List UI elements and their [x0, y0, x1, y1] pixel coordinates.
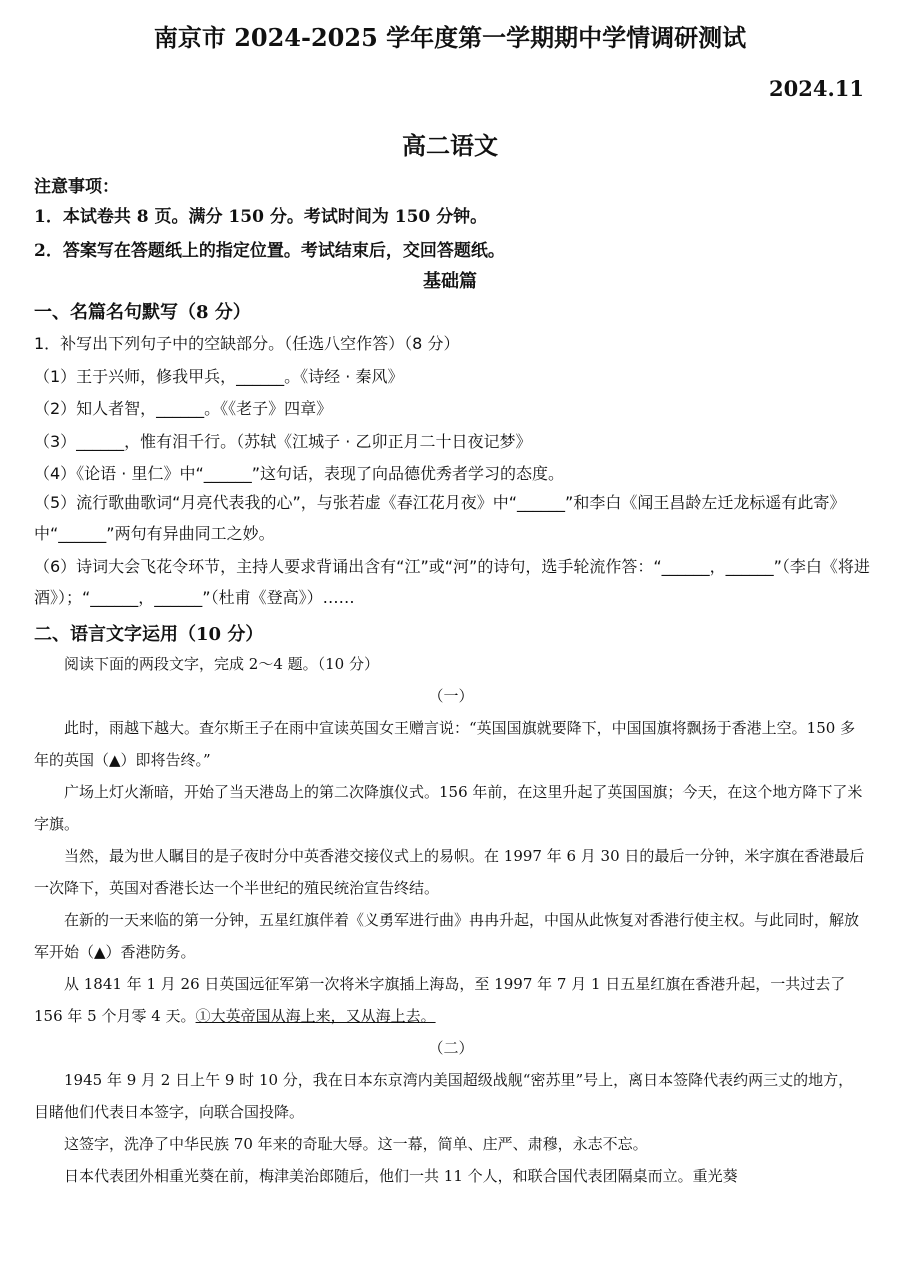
section-basic-heading: 基础篇: [423, 271, 477, 292]
passage-intro: 阅读下面的两段文字，完成 2～4 题。（10 分）: [64, 655, 379, 673]
passage-paragraph: 日本代表团外相重光葵在前，梅津美治郎随后，他们一共 11 个人，和联合国代表团隔桌而立。重光葵: [64, 1167, 738, 1185]
question-1-intro: 1．补写出下列句子中的空缺部分。（任选八空作答）（8 分）: [34, 334, 460, 353]
notice-item-2: 2．答案写在答题纸上的指定位置。考试结束后，交回答题纸。: [34, 241, 505, 261]
section-1-heading: 一、名篇名句默写（8 分）: [34, 302, 251, 323]
section-2-heading: 二、语言文字运用（10 分）: [34, 624, 264, 645]
passage-text: 从 1841 年 1 月 26 日英国远征军第一次将米字旗插上海岛，至 1997 年 7 月 1 日五星红旗在香港升起，一共过去了 156 年 5 个月零 4 天。: [34, 975, 846, 1025]
part-1-label: （一）: [428, 687, 474, 705]
question-1-item: （5）流行歌曲歌词“月亮代表我的心”，与张若虚《春江花月夜》中“______”和李白《闻王昌龄左迁龙标遥有此寄》中“______”两句有异曲同工之妙。: [34, 493, 846, 543]
question-1-item: （1）王于兴师，修我甲兵，______。《诗经 · 秦风》: [34, 367, 404, 386]
passage-paragraph: 广场上灯火渐暗，开始了当天港岛上的第二次降旗仪式。156 年前，在这里升起了英国国旗；今天，在这个地方降下了米字旗。: [34, 783, 863, 833]
notice-item-1: 1．本试卷共 8 页。满分 150 分。考试时间为 150 分钟。: [34, 207, 488, 227]
question-1-item: （4）《论语 · 里仁》中“______”这句话，表现了向品德优秀者学习的态度。: [34, 464, 565, 483]
question-1-item: （3）______，惟有泪千行。（苏轼《江城子 · 乙卯正月二十日夜记梦》: [34, 432, 532, 451]
question-1-item: （2）知人者智，______。《《老子》四章》: [34, 399, 333, 418]
passage-paragraph: 在新的一天来临的第一分钟，五星红旗伴着《义勇军进行曲》冉冉升起，中国从此恢复对香港行使主权。与此同时，解放军开始（▲）香港防务。: [34, 911, 860, 961]
part-2-label: （二）: [428, 1039, 474, 1057]
passage-paragraph: 这签字，洗净了中华民族 70 年来的奇耻大辱。这一幕，简单、庄严、肃穆，永志不忘。: [64, 1135, 648, 1153]
exam-date: 2024.11: [769, 76, 864, 101]
reading-passage: [34, 648, 868, 1192]
notice-heading: 注意事项：: [34, 177, 119, 197]
underlined-sentence-1: ①大英帝国从海上来，又从海上去。: [195, 1007, 436, 1025]
question-1-item: （6）诗词大会飞花令环节，主持人要求背诵出含有“江”或“河”的诗句，选手轮流作答：“______，______”（李白《将进酒》）；“______，______”（杜甫《登高》）……: [34, 557, 870, 607]
passage-paragraph: 1945 年 9 月 2 日上午 9 时 10 分，我在日本东京湾内美国超级战舰“密苏里”号上，离日本签降代表约两三丈的地方，目睹他们代表日本签字，向联合国投降。: [34, 1071, 854, 1121]
exam-title: 南京市 2024-2025 学年度第一学期期中学情调研测试: [153, 23, 747, 52]
passage-paragraph: 当然，最为世人瞩目的是子夜时分中英香港交接仪式上的易帜。在 1997 年 6 月 30 日的最后一分钟，米字旗在香港最后一次降下，英国对香港长达一个半世纪的殖民统治宣告终结。: [34, 847, 865, 897]
subject-title: 高二语文: [402, 131, 498, 160]
passage-paragraph: 此时，雨越下越大。查尔斯王子在雨中宣读英国女王赠言说：“英国国旗就要降下，中国国旗将飘扬于香港上空。150 多年的英国（▲）即将告终。”: [34, 719, 856, 769]
passage-paragraph: [34, 968, 868, 1032]
